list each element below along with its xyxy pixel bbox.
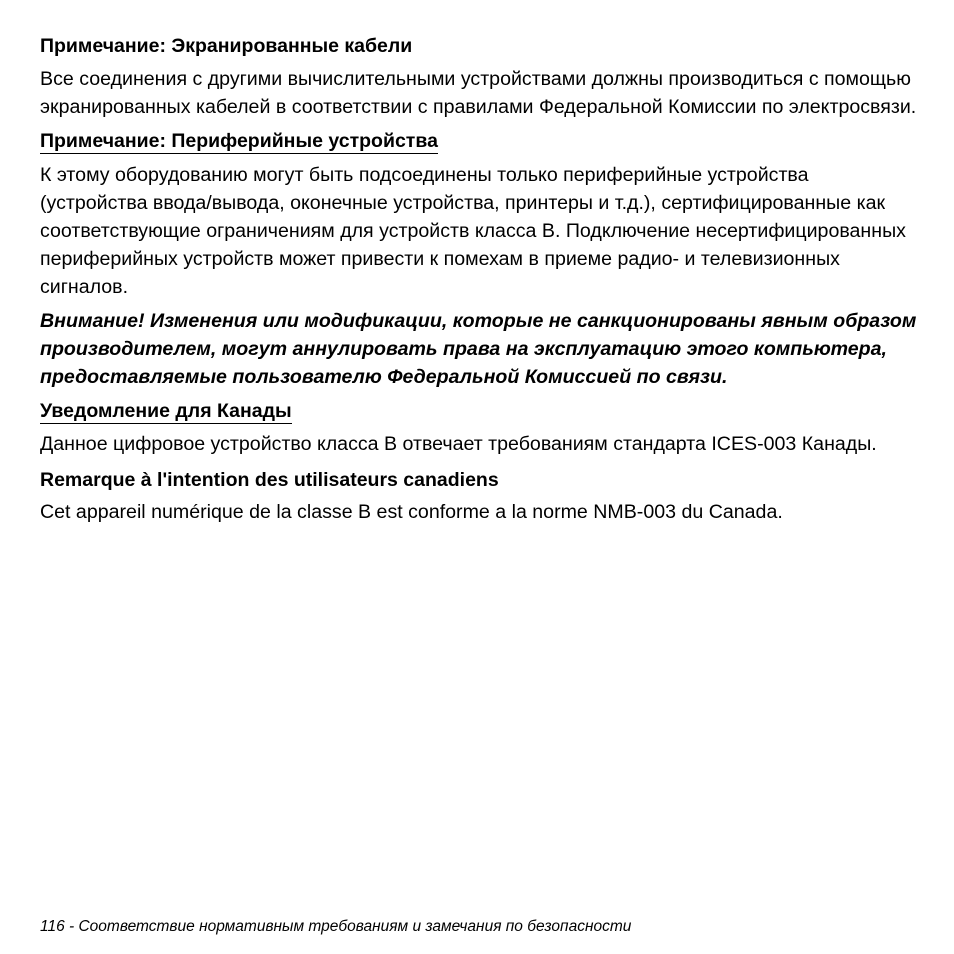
paragraph-canada-notice: Данное цифровое устройство класса B отвечает требованиям стандарта ICES-003 Канады. bbox=[40, 433, 877, 455]
heading-peripherals: Примечание: Периферийные устройства bbox=[40, 130, 438, 152]
heading-canadian-users: Remarque à l'intention des utilisateurs canadiens bbox=[40, 469, 499, 491]
paragraph-peripherals: К этому оборудованию могут быть подсоединены только периферийные устройства (устройства ввода/вывода, оконечные устройства, принтеры и т.д.), сертифицированные как соответствующие ограничениям для устройств класса B. Подключение несертифицированных периферийных устройств может привести к помехам в приеме радио- и телевизионных сигналов. bbox=[40, 164, 906, 298]
heading-canada-wrap bbox=[40, 399, 920, 424]
heading-shielded-cables: Примечание: Экранированные кабели bbox=[40, 35, 413, 57]
page-footer: 116 - Соответствие нормативным требованиям и замечания по безопасности bbox=[40, 918, 632, 935]
paragraph-canadian-users: Cet appareil numérique de la classe B est conforme a la norme NMB-003 du Canada. bbox=[40, 501, 783, 523]
document-page bbox=[40, 33, 920, 526]
heading-peripherals-wrap bbox=[40, 129, 920, 154]
paragraph-shielded-cables: Все соединения с другими вычислительными устройствами должны производиться с помощью экранированных кабелей в соответствии с правилами Федеральной Комиссии по электросвязи. bbox=[40, 68, 917, 118]
heading-canada-notice: Уведомление для Канады bbox=[40, 400, 292, 422]
warning-text: Внимание! Изменения или модификации, которые не санкционированы явным образом производителем, могут аннулировать права на эксплуатацию этого компьютера, предоставляемые пользователю Федеральной Комиссией по связи. bbox=[40, 310, 917, 388]
